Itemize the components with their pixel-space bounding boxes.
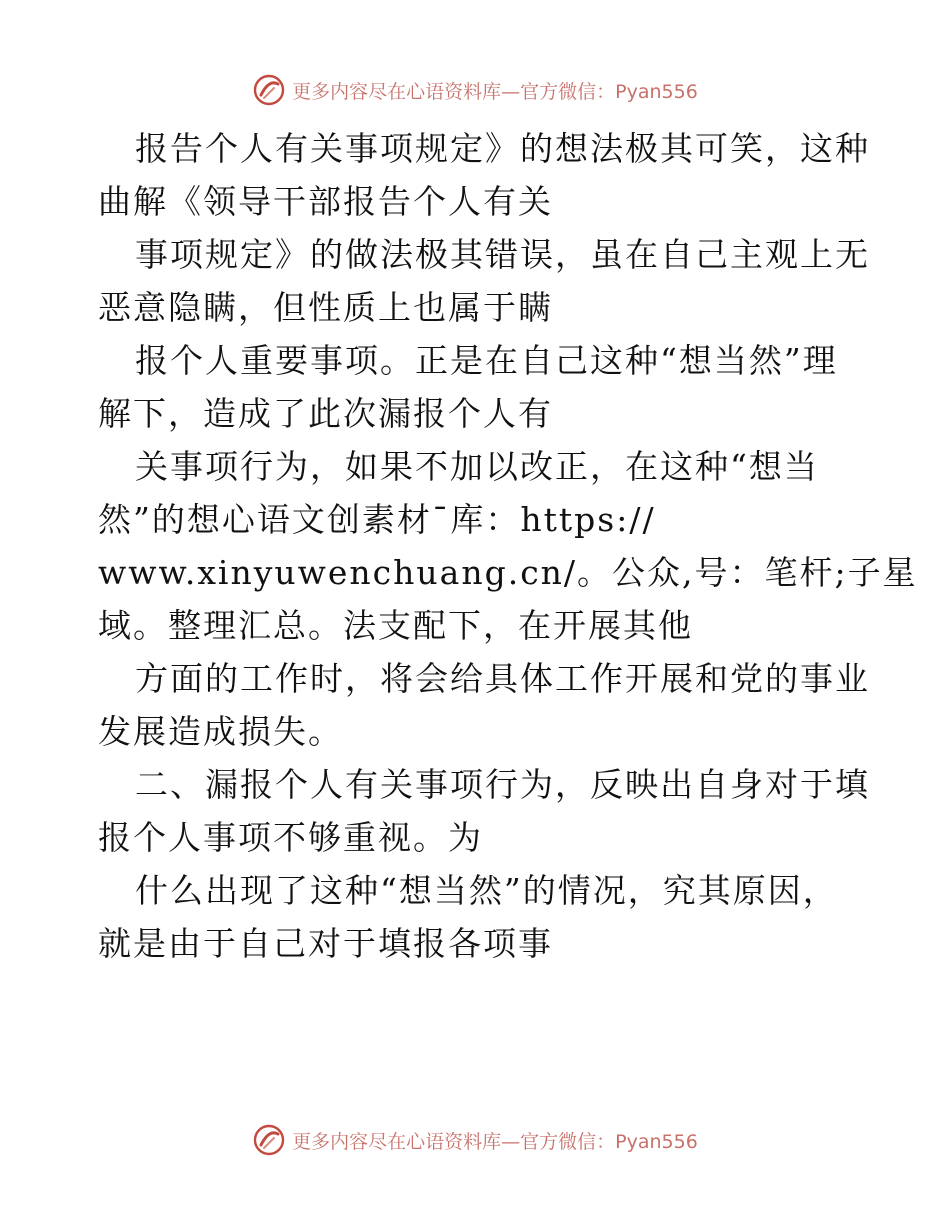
text-line: 报个人重要事项。正是在自己这种“想当然”理 — [135, 341, 838, 380]
text-line: 事项规定》的做法极其错误，虽在自己主观上无 — [135, 235, 870, 274]
header-banner-label: 更多内容尽在心语资料库—官方微信： — [292, 80, 616, 103]
text-line: 然”的想心语文创素材¯库：https:// — [98, 500, 656, 539]
footer-banner-text — [292, 1127, 698, 1154]
text-line: www.xinyuwenchuang.cn/。公众,号：笔杆;子星 — [98, 553, 918, 592]
text-line: 二、漏报个人有关事项行为，反映出自身对于填 — [135, 765, 870, 804]
text-line: 关事项行为，如果不加以改正，在这种“想当 — [135, 447, 819, 486]
footer-banner — [0, 1120, 950, 1160]
header-banner-handle: Pyan556 — [615, 80, 698, 103]
document-body — [98, 122, 918, 970]
text-line: 恶意隐瞒，但性质上也属于瞒 — [98, 288, 553, 327]
header-banner — [0, 70, 950, 110]
text-line: 报告个人有关事项规定》的想法极其可笑，这种 — [135, 129, 870, 168]
text-line: 发展造成损失。 — [98, 712, 343, 751]
footer-banner-label: 更多内容尽在心语资料库—官方微信： — [292, 1130, 616, 1153]
text-line: 曲解《领导干部报告个人有关 — [98, 182, 553, 221]
text-line: 什么出现了这种“想当然”的情况，究其原因， — [135, 871, 838, 910]
text-line: 报个人事项不够重视。为 — [98, 818, 483, 857]
text-line: 解下，造成了此次漏报个人有 — [98, 394, 553, 433]
text-line: 域。整理汇总。法支配下，在开展其他 — [98, 606, 693, 645]
footer-banner-handle: Pyan556 — [615, 1130, 698, 1153]
text-line: 就是由于自己对于填报各项事 — [98, 924, 553, 963]
text-line: 方面的工作时，将会给具体工作开展和党的事业 — [135, 659, 870, 698]
seal-logo-icon — [252, 73, 286, 107]
header-banner-text — [292, 77, 698, 104]
seal-logo-icon — [252, 1123, 286, 1157]
